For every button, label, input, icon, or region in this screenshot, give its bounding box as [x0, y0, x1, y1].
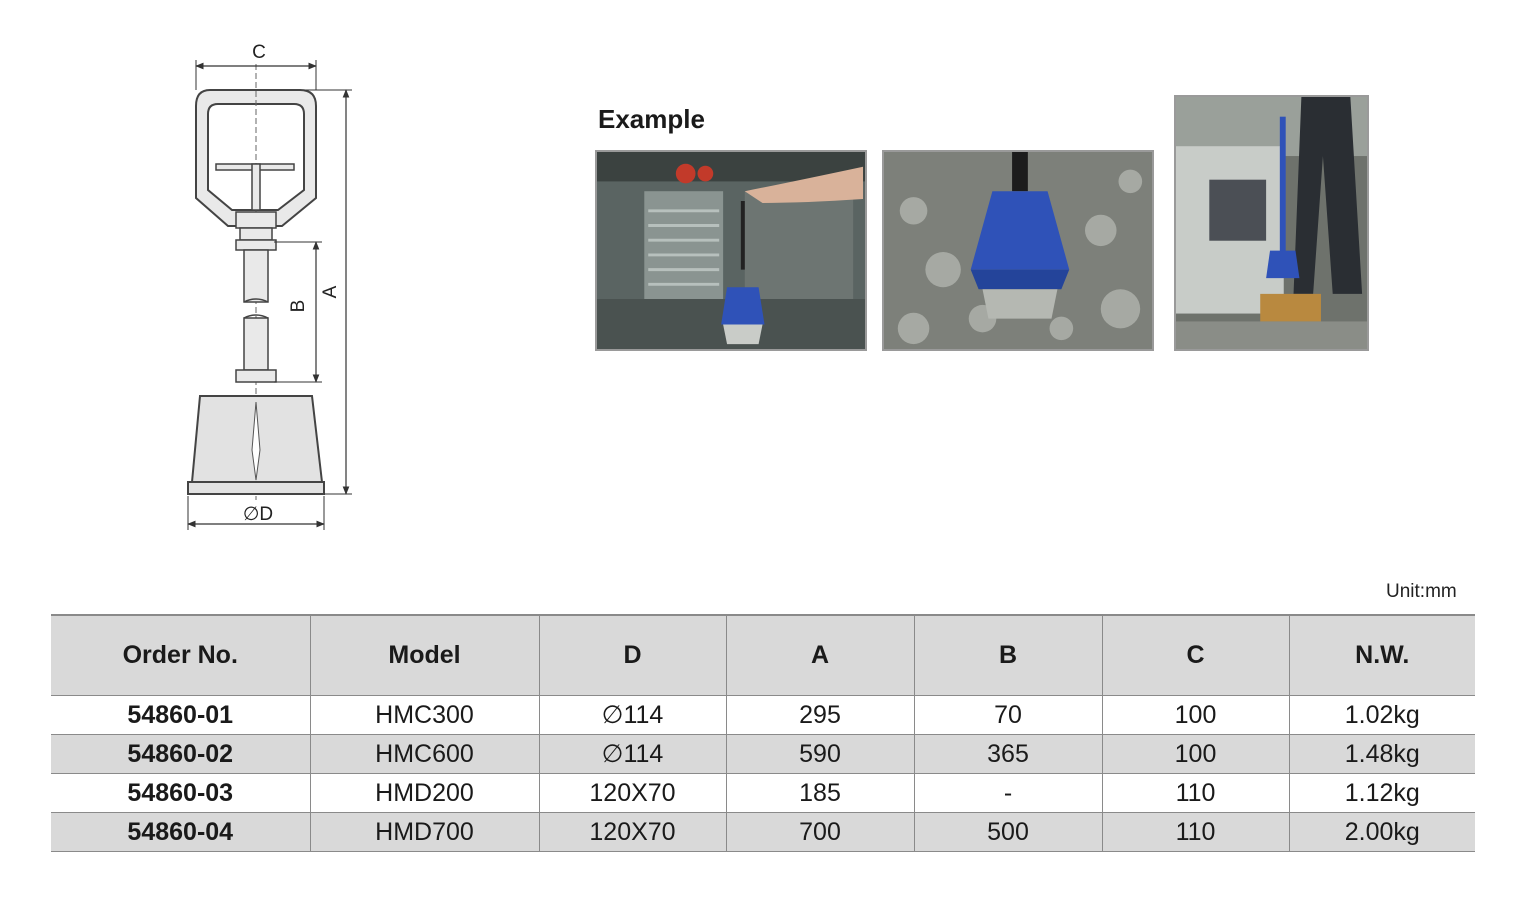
cell-c: 110 — [1102, 774, 1289, 813]
cell-d: ∅114 — [539, 735, 726, 774]
cell-d: 120X70 — [539, 774, 726, 813]
product-dimension-diagram — [170, 30, 370, 540]
cell-a: 700 — [726, 813, 914, 852]
header-model: Model — [310, 615, 539, 696]
cell-c: 100 — [1102, 735, 1289, 774]
cell-model: HMD700 — [310, 813, 539, 852]
cell-order-no: 54860-03 — [51, 774, 310, 813]
cell-c: 100 — [1102, 696, 1289, 735]
cell-d: 120X70 — [539, 813, 726, 852]
cell-order-no: 54860-02 — [51, 735, 310, 774]
cell-nw: 1.48kg — [1289, 735, 1475, 774]
cell-c: 110 — [1102, 813, 1289, 852]
header-nw: N.W. — [1289, 615, 1475, 696]
example-heading: Example — [598, 104, 705, 134]
cell-nw: 1.02kg — [1289, 696, 1475, 735]
cell-model: HMD200 — [310, 774, 539, 813]
header-c: C — [1102, 615, 1289, 696]
dimension-d-label: ∅D — [242, 504, 274, 525]
dimension-b-label: B — [288, 299, 309, 313]
header-a: A — [726, 615, 914, 696]
table-row — [51, 735, 1475, 774]
table-row — [51, 696, 1475, 735]
cell-nw: 2.00kg — [1289, 813, 1475, 852]
cell-a: 185 — [726, 774, 914, 813]
table-header-row — [51, 615, 1475, 696]
dimension-a-label: A — [320, 285, 341, 299]
cell-d: ∅114 — [539, 696, 726, 735]
cell-b: 365 — [914, 735, 1102, 774]
cell-b: 70 — [914, 696, 1102, 735]
cell-a: 590 — [726, 735, 914, 774]
cell-model: HMC300 — [310, 696, 539, 735]
example-photo-machine — [595, 150, 867, 351]
cell-b: 500 — [914, 813, 1102, 852]
cell-order-no: 54860-01 — [51, 696, 310, 735]
cell-nw: 1.12kg — [1289, 774, 1475, 813]
example-photo-closeup — [882, 150, 1154, 351]
header-order-no: Order No. — [51, 615, 310, 696]
header-d: D — [539, 615, 726, 696]
dimension-c-label: C — [252, 42, 266, 63]
cell-b: - — [914, 774, 1102, 813]
table-row — [51, 774, 1475, 813]
unit-label: Unit:mm — [1386, 581, 1457, 602]
cell-order-no: 54860-04 — [51, 813, 310, 852]
specification-table — [51, 614, 1475, 852]
cell-model: HMC600 — [310, 735, 539, 774]
cell-a: 295 — [726, 696, 914, 735]
table-row — [51, 813, 1475, 852]
header-b: B — [914, 615, 1102, 696]
dimension-drawing — [170, 30, 370, 540]
example-photo-operator — [1174, 95, 1369, 351]
